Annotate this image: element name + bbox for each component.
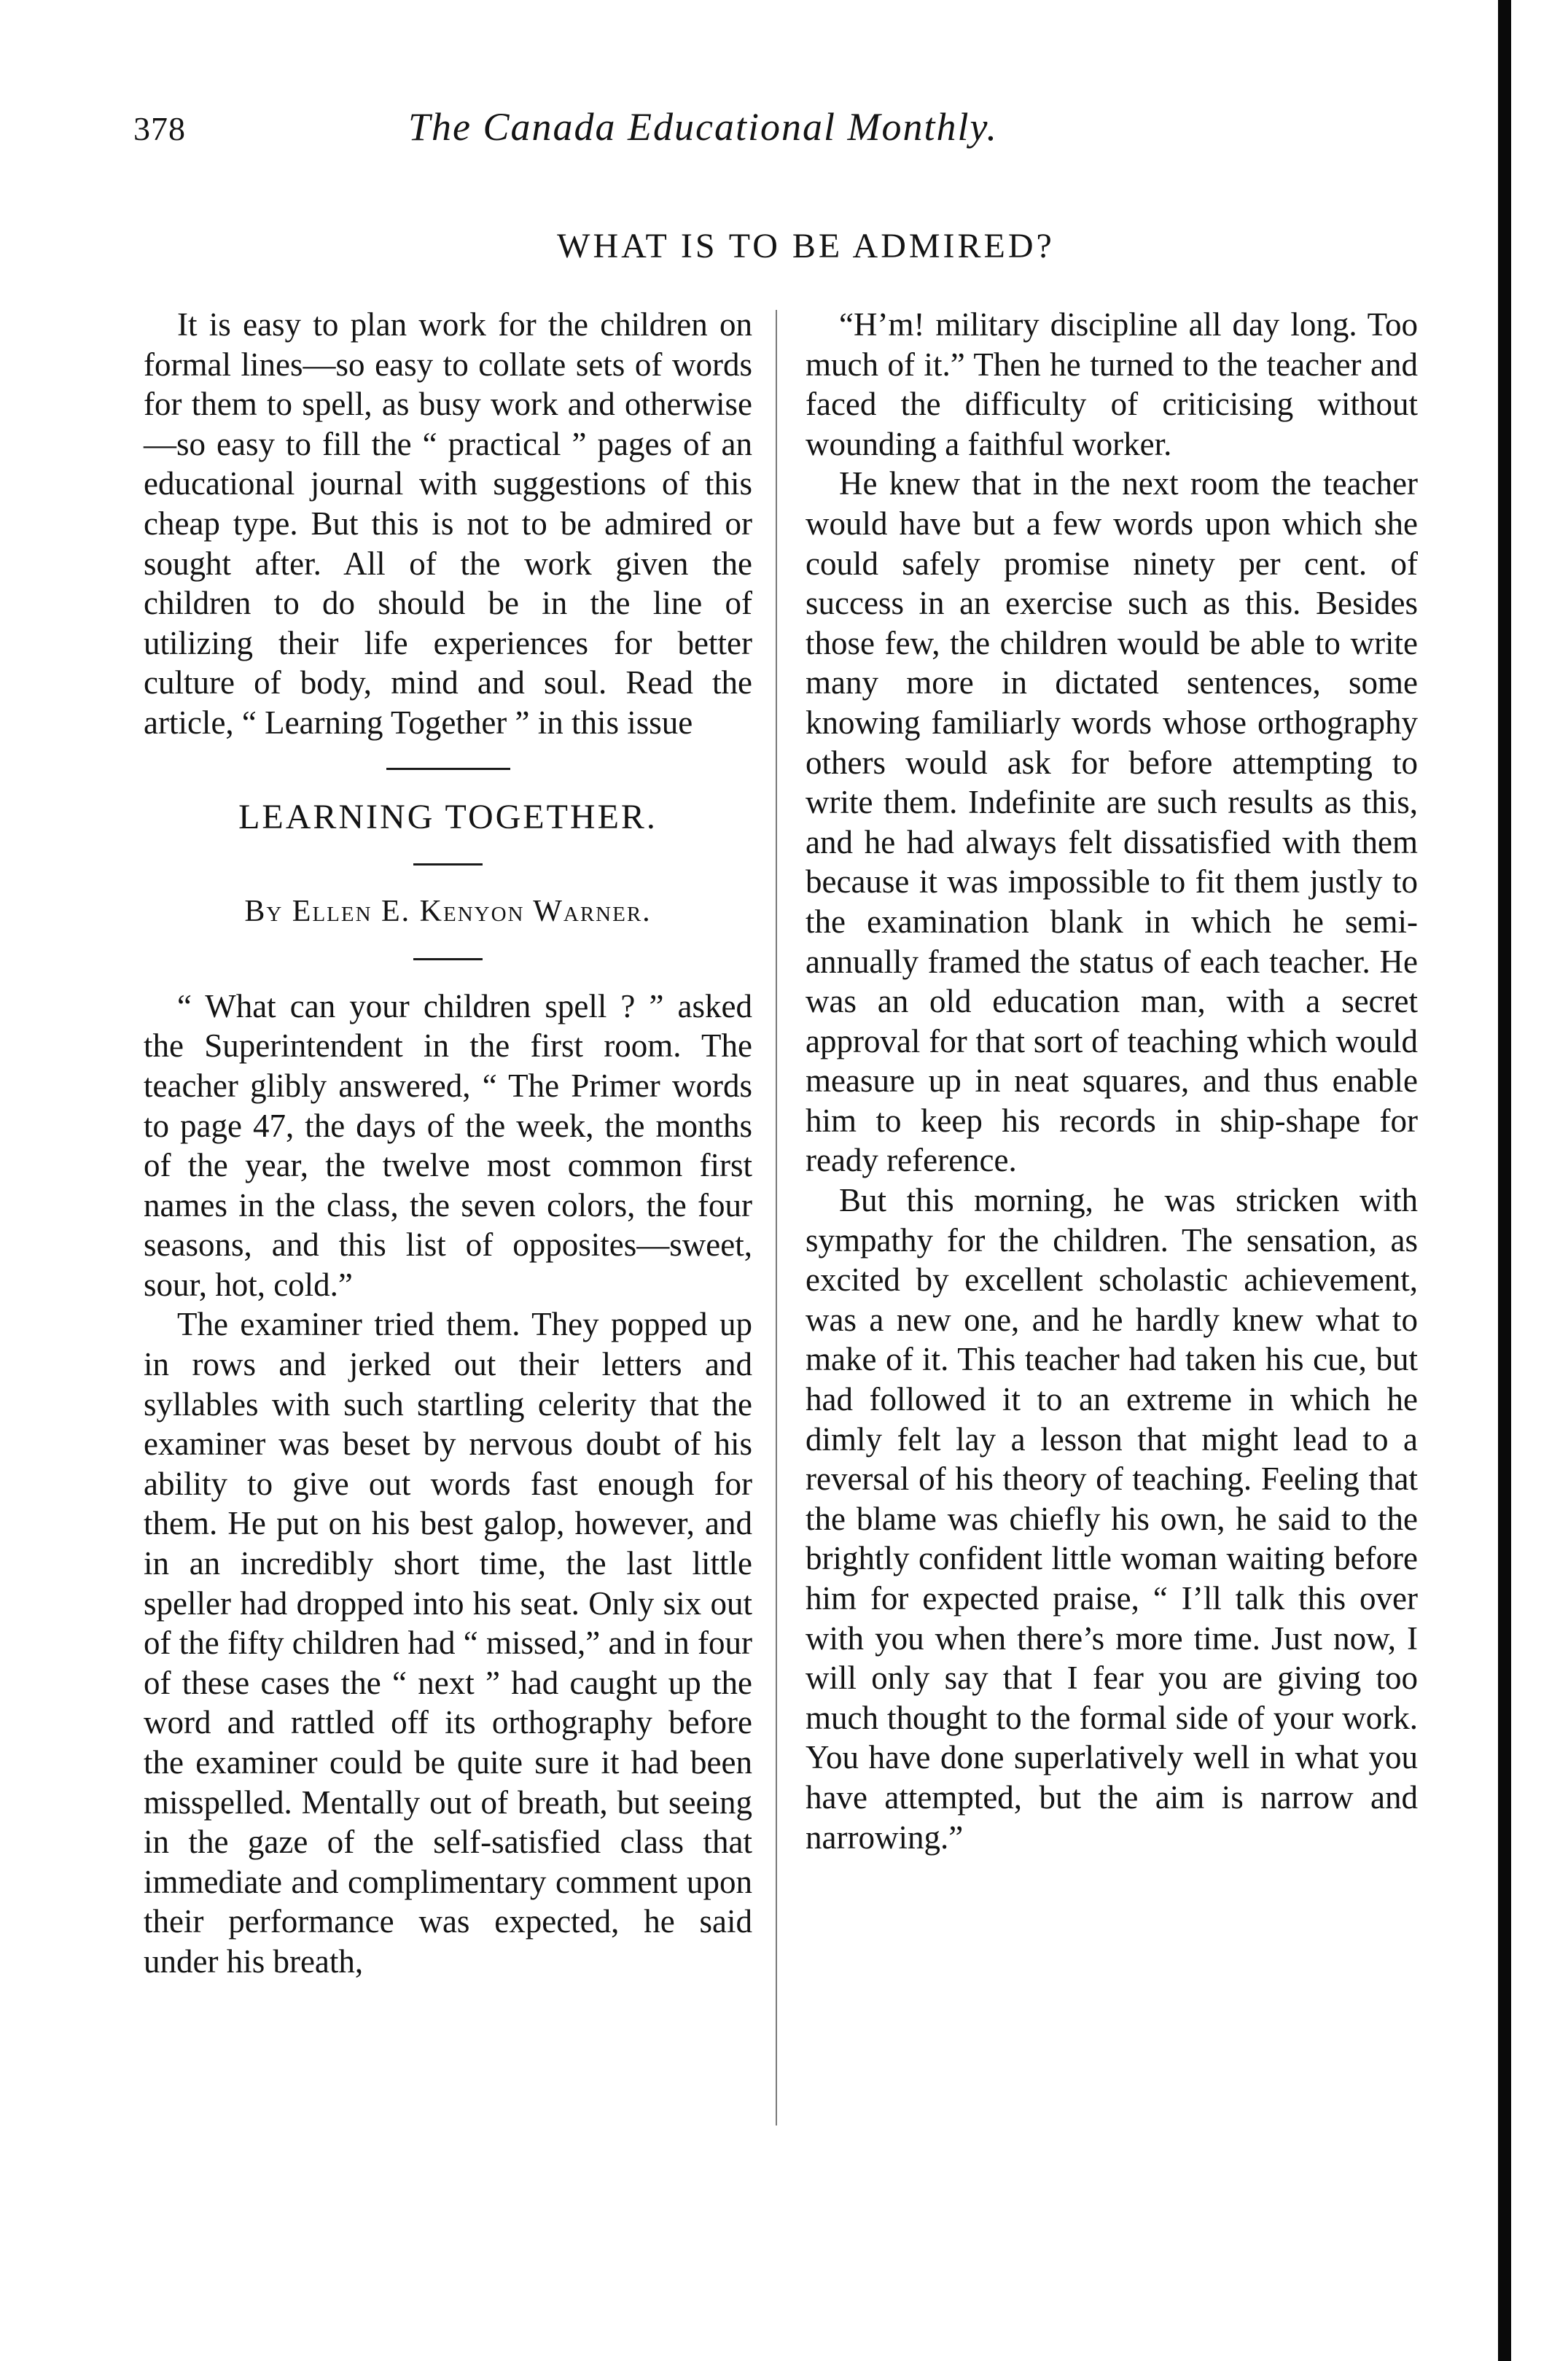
article-paragraph: “H’m! military discipline all day long. Too much of it.” Then he turned to the teacher and faced the difficulty of criticising without wounding a faithful worker. [806, 306, 1418, 462]
article-paragraph: The examiner tried them. They popped up in rows and jerked out their letters and syllables with such startling celerity that the examiner was beset by nervous doubt of his ability to give out words fast enough for them. He put on his best galop, however, and in an incredibly short time, the last little speller had dropped into his seat. Only six out of the fifty children had “ missed,” and in four of these cases the “ next ” had caught up the word and rattled off its orthography before the examiner could be quite sure it had been misspelled. Mentally out of breath, but seeing in the gaze of the self-satisfied class that immediate and complimentary comment upon their performance was expected, he said under his breath, [144, 1306, 752, 1980]
article-paragraph: He knew that in the next room the teacher would have but a few words upon which she could safely promise ninety per cent. of success in an exercise such as this. Besides those few, the children would be able to write many more in dictated sentences, some knowing familiarly words whose orthography others would ask for before attempting to write them. Indefinite are such results as this, and he had always felt dissatisfied with them because it was impossible to fit them justly to the examination blank in which he semi-annually framed the status of each teacher. He was an old education man, with a secret approval for that sort of teaching which would measure up in neat squares, and thus enable him to keep his records in ship-shape for ready reference. [806, 465, 1418, 1179]
column-divider [776, 310, 777, 2125]
intro-paragraph: It is easy to plan work for the children on formal lines—so easy to collate sets of words for them to spell, as busy work and otherwise—so easy to fill the “ practical ” pages of an educational journal with suggestions of this cheap type. But this is not to be admired or sought after. All of the work given the children to do should be in the line of utilizing their life experiences for better culture of body, mind and soul. Read the article, “ Learning Together ” in this issue [144, 306, 752, 741]
scan-margin-bar [1498, 0, 1511, 2361]
article-paragraph: But this morning, he was stricken with sympathy for the children. The sensation, as excited by excellent scholastic achievement, was a new one, and he hardly knew what to make of it. This teacher had taken his cue, but had followed it to an extreme in which he dimly felt lay a lesson that might lead to a reversal of his theory of teaching. Feeling that the blame was chiefly his own, he said to the brightly confident little woman waiting before him for expected praise, “ I’ll talk this over with you when there’s more time. Just now, I will only say that I fear you are giving too much thought to the formal side of your work. You have done superlatively well in what you have attempted, but the aim is narrow and narrowing.” [806, 1182, 1418, 1856]
section-divider-rule [386, 768, 510, 770]
page-number: 378 [133, 110, 186, 147]
article-byline: By Ellen E. Kenyon Warner. [244, 895, 652, 929]
article-title: LEARNING TOGETHER. [238, 797, 658, 836]
running-head-journal-title: The Canada Educational Monthly. [408, 105, 998, 149]
left-column [144, 305, 752, 1982]
right-column [806, 305, 1418, 1857]
section-heading: WHAT IS TO BE ADMIRED? [557, 227, 1055, 265]
title-divider-rule [413, 863, 483, 866]
article-paragraph: “ What can your children spell ? ” asked the Superintendent in the first room. The teacher glibly answered, “ The Primer words to page 47, the days of the week, the months of the year, the twelve most common first names in the class, the seven colors, the four seasons, and this list of opposites—sweet, sour, hot, cold.” [144, 987, 752, 1303]
byline-divider-rule [413, 958, 483, 960]
